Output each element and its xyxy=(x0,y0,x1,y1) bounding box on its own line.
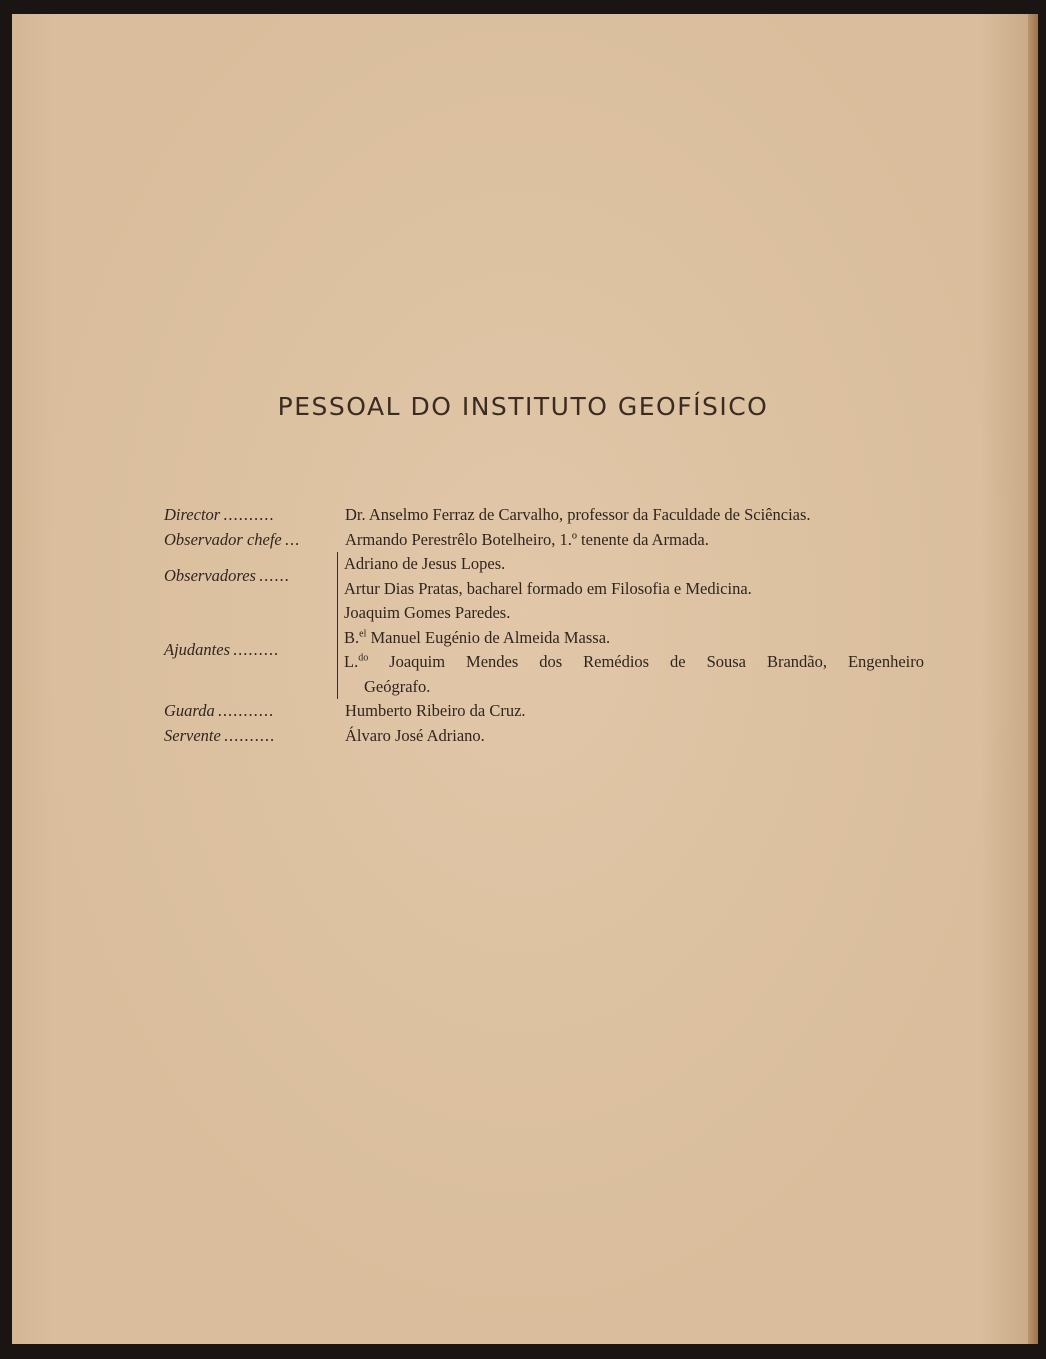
person-name: Humberto Ribeiro da Cruz. xyxy=(345,701,526,720)
role-label xyxy=(164,601,345,699)
role-label xyxy=(164,724,345,749)
role-label xyxy=(164,528,345,553)
role-name: Guarda xyxy=(164,701,215,720)
staff-row-observers xyxy=(164,552,924,601)
person-name-rest: Manuel Eugénio de Almeida Massa. xyxy=(366,627,611,647)
person-name-continuation: Geógrafo. xyxy=(364,676,431,696)
leader-dots: ... xyxy=(284,529,301,549)
person-name: Joaquim Gomes Paredes. xyxy=(344,603,511,622)
role-name: Servente xyxy=(164,725,221,745)
role-name: Observador chefe xyxy=(164,529,282,549)
person-names xyxy=(345,528,924,553)
staff-list xyxy=(164,503,924,748)
person-name: Artur Dias Pratas, bacharel formado em Filosofia e Medicina. xyxy=(344,578,752,598)
title-abbrev: L. xyxy=(344,652,359,671)
person-name xyxy=(344,650,924,675)
person-names-brace xyxy=(337,552,924,601)
page-title: PESSOAL DO INSTITUTO GEOFÍSICO xyxy=(277,392,769,421)
person-names xyxy=(345,503,924,528)
person-name-rest: Joaquim Mendes dos Remédios de Sousa Brandão, Engenheiro xyxy=(368,652,924,671)
leader-dots: .......... xyxy=(223,505,275,524)
staff-row-assistants xyxy=(164,601,924,699)
role-name: Director xyxy=(164,505,221,524)
person-name xyxy=(344,626,924,651)
person-name: Álvaro José Adriano. xyxy=(345,725,485,745)
staff-row-guard xyxy=(164,699,924,724)
leader-dots: ......... xyxy=(233,639,280,659)
page-edge xyxy=(1028,14,1038,1344)
role-label xyxy=(164,503,345,528)
person-names-brace xyxy=(337,601,924,699)
person-name: Adriano de Jesus Lopes. xyxy=(344,554,506,573)
role-name: Ajudantes xyxy=(164,639,230,659)
person-name: Armando Perestrêlo Botelheiro, 1.º tenente da Armada. xyxy=(345,529,709,549)
leader-dots: ...... xyxy=(258,566,290,586)
person-name: Dr. Anselmo Ferraz de Carvalho, professor da Faculdade de Sciências. xyxy=(345,505,811,524)
person-names xyxy=(345,699,924,724)
role-name: Observadores xyxy=(164,566,256,586)
staff-row-director xyxy=(164,503,924,528)
person-names xyxy=(345,724,924,749)
title-abbrev-sup: do xyxy=(358,652,369,664)
role-label xyxy=(164,552,345,601)
leader-dots: ........... xyxy=(217,701,275,720)
staff-row-chief-observer xyxy=(164,528,924,553)
staff-row-servant xyxy=(164,724,924,749)
title-abbrev: B. xyxy=(344,627,360,647)
role-label xyxy=(164,699,345,724)
title-abbrev-sup: el xyxy=(359,628,367,639)
leader-dots: .......... xyxy=(223,725,276,745)
